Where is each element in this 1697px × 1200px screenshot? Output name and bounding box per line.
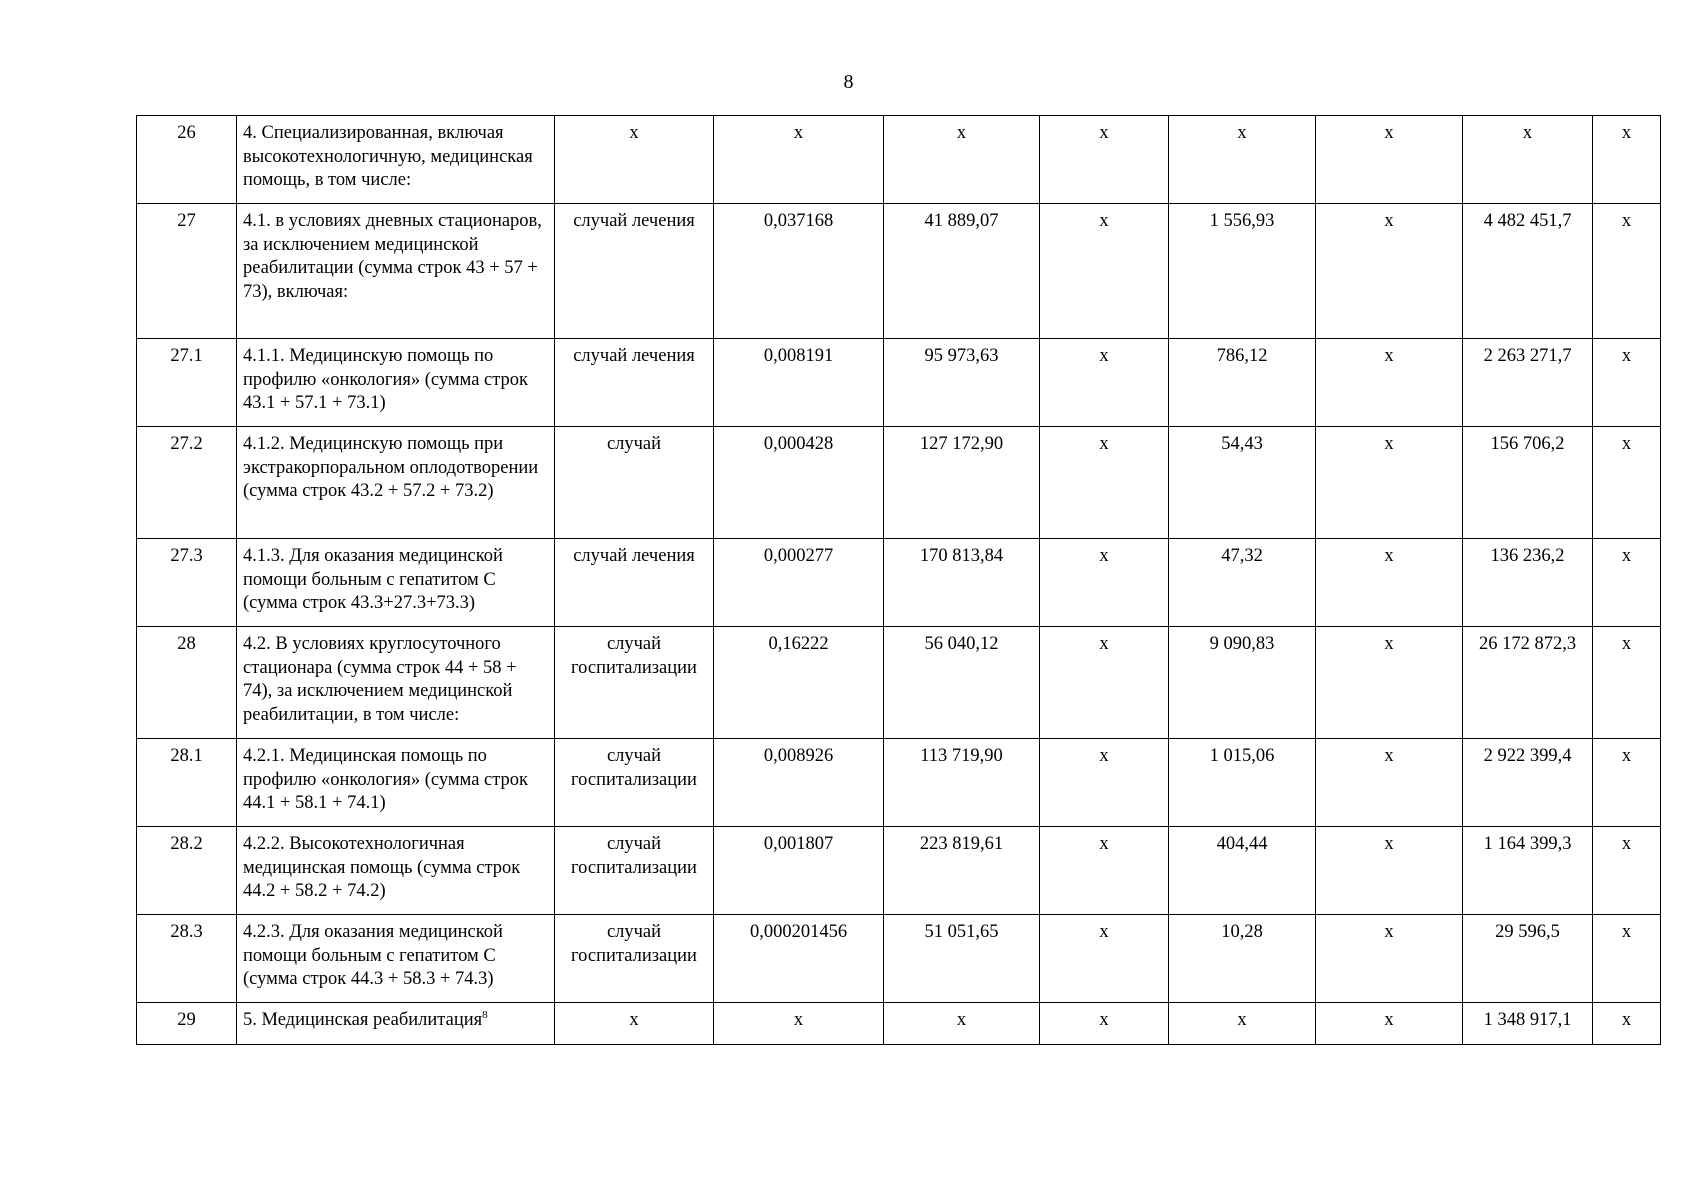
description-cell: 4.2.2. Высокотехнологичная медицинская помощь (сумма строк 44.2 + 58.2 + 74.2) — [237, 827, 555, 915]
description-cell: 4.1.1. Медицинскую помощь по профилю «онкология» (сумма строк 43.1 + 57.1 + 73.1) — [237, 339, 555, 427]
row-number-cell: 28.2 — [137, 827, 237, 915]
value-cell: x — [1040, 827, 1169, 915]
value-cell: 4 482 451,7 — [1463, 204, 1593, 339]
value-cell: 0,000277 — [714, 539, 884, 627]
table-row — [137, 915, 1661, 1003]
row-number-cell: 28.1 — [137, 739, 237, 827]
value-cell: x — [1593, 427, 1661, 539]
value-cell: 136 236,2 — [1463, 539, 1593, 627]
table-row — [137, 539, 1661, 627]
value-cell: 0,000201456 — [714, 915, 884, 1003]
value-cell: x — [1316, 827, 1463, 915]
unit-cell: x — [555, 116, 714, 204]
table-row — [137, 116, 1661, 204]
value-cell: x — [1593, 739, 1661, 827]
unit-cell: случай госпитализации — [555, 627, 714, 739]
unit-cell: случай госпитализации — [555, 915, 714, 1003]
value-cell: 10,28 — [1169, 915, 1316, 1003]
value-cell: x — [1316, 915, 1463, 1003]
table-row — [137, 739, 1661, 827]
value-cell: x — [1593, 339, 1661, 427]
value-cell: x — [1593, 627, 1661, 739]
row-number-cell: 27.3 — [137, 539, 237, 627]
value-cell: x — [714, 1003, 884, 1045]
value-cell: 1 164 399,3 — [1463, 827, 1593, 915]
value-cell: 223 819,61 — [884, 827, 1040, 915]
description-text: 5. Медицинская реабилитация — [243, 1010, 483, 1030]
value-cell: 156 706,2 — [1463, 427, 1593, 539]
value-cell: 51 051,65 — [884, 915, 1040, 1003]
value-cell: 404,44 — [1169, 827, 1316, 915]
value-cell: 41 889,07 — [884, 204, 1040, 339]
value-cell: x — [1593, 915, 1661, 1003]
unit-cell: случай лечения — [555, 539, 714, 627]
value-cell: x — [1040, 427, 1169, 539]
value-cell: x — [1316, 204, 1463, 339]
value-cell: x — [1593, 539, 1661, 627]
row-number-cell: 28.3 — [137, 915, 237, 1003]
description-cell: 4.2. В условиях круглосуточного стационара (сумма строк 44 + 58 + 74), за исключением медицинской реабилитации, в том числе: — [237, 627, 555, 739]
value-cell: x — [1316, 116, 1463, 204]
unit-cell: случай лечения — [555, 204, 714, 339]
value-cell: 0,001807 — [714, 827, 884, 915]
table-row — [137, 427, 1661, 539]
value-cell: x — [1169, 116, 1316, 204]
value-cell: 113 719,90 — [884, 739, 1040, 827]
value-cell: x — [1316, 427, 1463, 539]
description-cell: 4.2.1. Медицинская помощь по профилю «онкология» (сумма строк 44.1 + 58.1 + 74.1) — [237, 739, 555, 827]
row-number-cell: 26 — [137, 116, 237, 204]
value-cell: x — [1316, 739, 1463, 827]
row-number-cell: 29 — [137, 1003, 237, 1045]
row-number-cell: 28 — [137, 627, 237, 739]
value-cell: 26 172 872,3 — [1463, 627, 1593, 739]
value-cell: x — [884, 116, 1040, 204]
value-cell: x — [1040, 627, 1169, 739]
row-number-cell: 27.1 — [137, 339, 237, 427]
unit-cell: случай госпитализации — [555, 739, 714, 827]
value-cell: x — [1463, 116, 1593, 204]
value-cell: x — [1316, 539, 1463, 627]
value-cell: x — [1316, 627, 1463, 739]
description-cell: 4.1.3. Для оказания медицинской помощи больным с гепатитом С (сумма строк 43.3+27.3+73.3) — [237, 539, 555, 627]
value-cell: 170 813,84 — [884, 539, 1040, 627]
value-cell: x — [1316, 339, 1463, 427]
value-cell: 0,008926 — [714, 739, 884, 827]
data-table — [136, 115, 1661, 1045]
value-cell: 0,037168 — [714, 204, 884, 339]
value-cell: x — [714, 116, 884, 204]
value-cell: x — [1040, 339, 1169, 427]
value-cell: 1 348 917,1 — [1463, 1003, 1593, 1045]
value-cell: 127 172,90 — [884, 427, 1040, 539]
value-cell: 54,43 — [1169, 427, 1316, 539]
value-cell: x — [1040, 915, 1169, 1003]
value-cell: 47,32 — [1169, 539, 1316, 627]
value-cell: 56 040,12 — [884, 627, 1040, 739]
value-cell: 29 596,5 — [1463, 915, 1593, 1003]
table-row — [137, 627, 1661, 739]
row-number-cell: 27 — [137, 204, 237, 339]
value-cell: 9 090,83 — [1169, 627, 1316, 739]
value-cell: x — [1040, 116, 1169, 204]
page-number: 8 — [843, 71, 854, 93]
value-cell: 2 263 271,7 — [1463, 339, 1593, 427]
value-cell: x — [1169, 1003, 1316, 1045]
value-cell: 786,12 — [1169, 339, 1316, 427]
value-cell: x — [1593, 1003, 1661, 1045]
table-row — [137, 827, 1661, 915]
row-number-cell: 27.2 — [137, 427, 237, 539]
footnote-marker: 8 — [482, 1008, 488, 1021]
unit-cell: x — [555, 1003, 714, 1045]
value-cell: 2 922 399,4 — [1463, 739, 1593, 827]
description-cell — [237, 1003, 555, 1045]
value-cell: 0,16222 — [714, 627, 884, 739]
value-cell: x — [1593, 204, 1661, 339]
table-row — [137, 1003, 1661, 1045]
value-cell: x — [1593, 116, 1661, 204]
description-cell: 4.1.2. Медицинскую помощь при экстракорпоральном оплодотворении (сумма строк 43.2 + 57.2 + 73.2) — [237, 427, 555, 539]
value-cell: 95 973,63 — [884, 339, 1040, 427]
value-cell: 0,008191 — [714, 339, 884, 427]
value-cell: x — [1040, 1003, 1169, 1045]
description-cell: 4.2.3. Для оказания медицинской помощи больным с гепатитом С (сумма строк 44.3 + 58.3 + 74.3) — [237, 915, 555, 1003]
value-cell: x — [1040, 204, 1169, 339]
table-row — [137, 204, 1661, 339]
value-cell: x — [1593, 827, 1661, 915]
unit-cell: случай лечения — [555, 339, 714, 427]
table-row — [137, 339, 1661, 427]
unit-cell: случай госпитализации — [555, 827, 714, 915]
value-cell: 0,000428 — [714, 427, 884, 539]
value-cell: 1 015,06 — [1169, 739, 1316, 827]
value-cell: x — [1040, 539, 1169, 627]
value-cell: x — [884, 1003, 1040, 1045]
value-cell: x — [1040, 739, 1169, 827]
value-cell: x — [1316, 1003, 1463, 1045]
description-cell: 4. Специализированная, включая высокотехнологичную, медицинская помощь, в том числе: — [237, 116, 555, 204]
description-cell: 4.1. в условиях дневных стационаров, за исключением медицинской реабилитации (сумма строк 43 + 57 + 73), включая: — [237, 204, 555, 339]
value-cell: 1 556,93 — [1169, 204, 1316, 339]
unit-cell: случай — [555, 427, 714, 539]
